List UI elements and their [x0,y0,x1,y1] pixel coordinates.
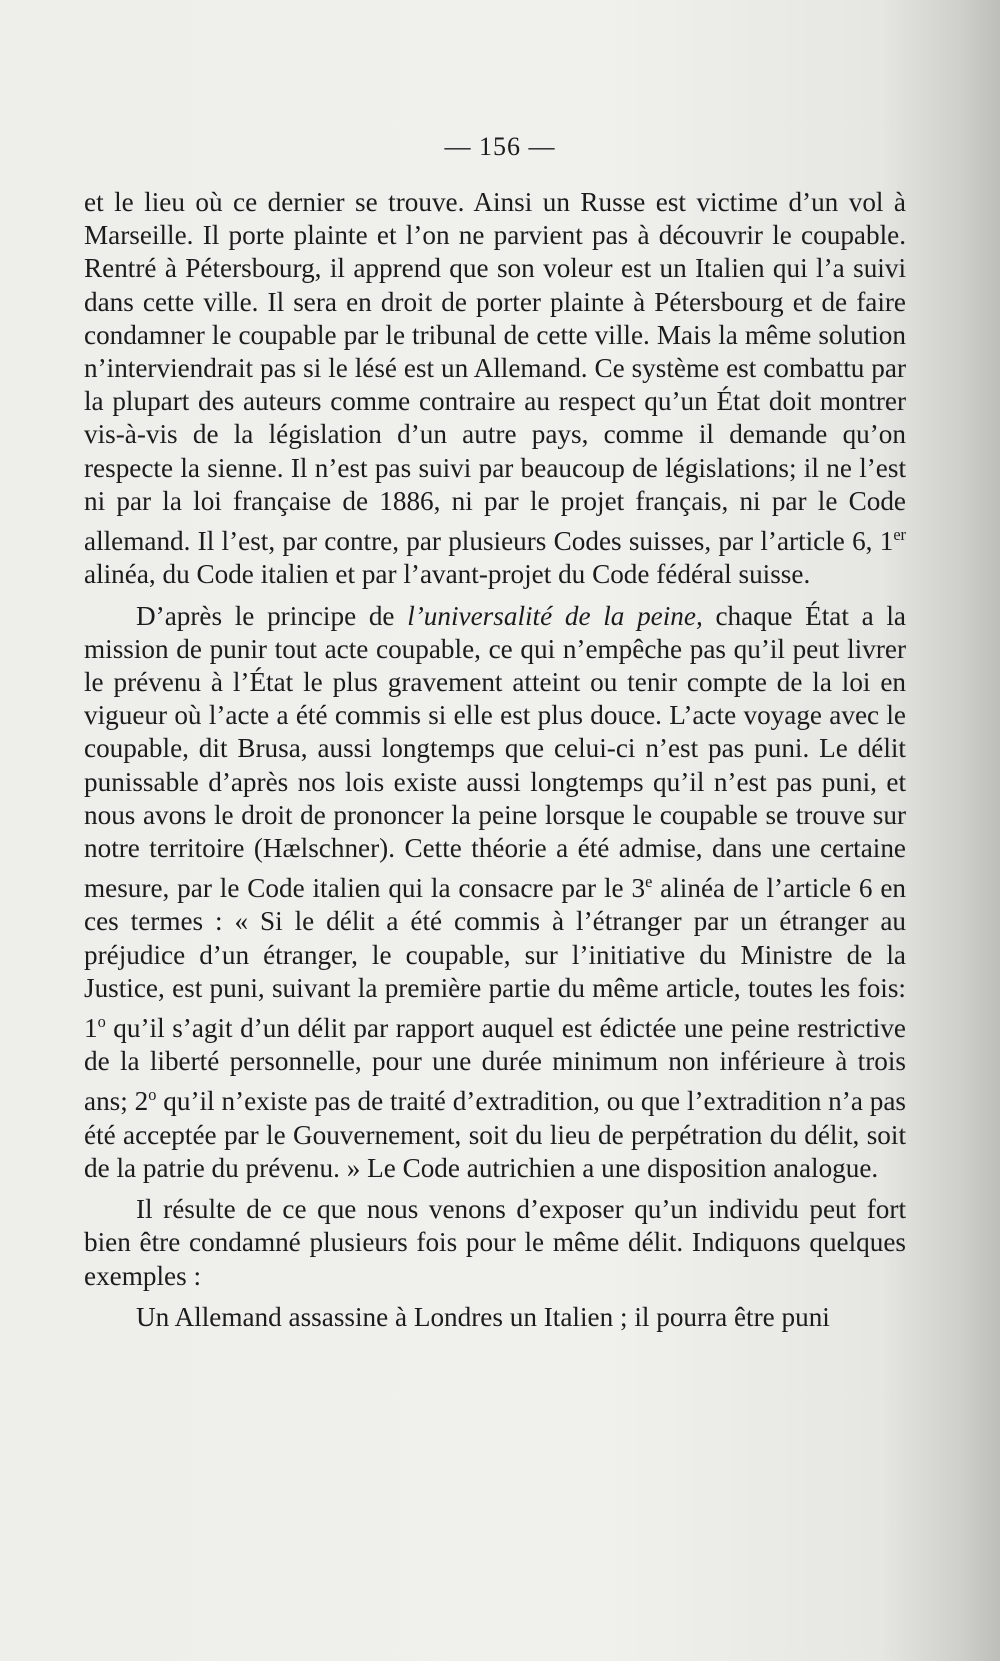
text-run: alinéa de l’article 6 en ces termes : « Si le délit a été commis à l’étranger par un étranger au préjudice d’un étranger, le coupable, sur l’initiative du Ministre de la Justice, est puni, suivant la première partie du même article, toutes les fois: 1 [84,873,907,1044]
text-run: qu’il n’existe pas de traité d’extradition, ou que l’extradition n’a pas été acceptée par le Gouvernement, soit du lieu de perpétration du délit, soit de la patrie du prévenu. » Le Code autrichien a une disposition analogue. [84,1086,906,1183]
paragraph [84,186,906,592]
paragraph [84,1301,906,1334]
text-run: alinéa, du Code italien et par l’avant-projet du Code fédéral suisse. [84,559,811,590]
superscript: e [645,872,653,892]
italic-phrase: l’universalité de la peine, [407,600,703,631]
paragraph [84,1193,906,1293]
superscript: er [893,525,906,545]
text-run: et le lieu où ce dernier se trouve. Ainsi un Russe est victime d’un vol à Marseille. Il porte plainte et l’on ne parvient pas à découvrir le coupable. Rentré à Pétersbourg, il apprend que son voleur est un Italien qui l’a suivi dans cette ville. Il sera en droit de porter plainte à Pétersbourg et de faire condamner le coupable par le tribunal de cette ville. Mais la même solution n’interviendrait pas si le lésé est un Allemand. Ce système est combattu par la plupart des auteurs comme contraire au respect qu’un État doit montrer vis-à-vis de la législation d’un autre pays, comme il demande qu’on respecte la sienne. Il n’est pas suivi par beaucoup de législations; il ne l’est ni par la loi française de 1886, ni par le projet français, ni par le Code allemand. Il l’est, par contre, par plusieurs Codes suisses, par l’article 6, 1 [84,187,906,557]
page-body-text [84,186,906,1334]
text-run: Il résulte de ce que nous venons d’exposer qu’un individu peut fort bien être condamné plusieurs fois pour le même délit. Indiquons quelques exemples : [84,1194,906,1291]
text-run: chaque État a la mission de punir tout acte coupable, ce qui n’empêche pas qu’il peut livrer le prévenu à l’État le plus gravement atteint ou tenir compte de la loi en vigueur où l’acte a été commis si elle est plus douce. L’acte voyage avec le coupable, dit Brusa, aussi longtemps que celui-ci n’est pas puni. Le délit punissable d’après nos lois existe aussi longtemps qu’il n’est pas puni, et nous avons le droit de prononcer la peine lorsque le coupable se trouve sur notre territoire (Hælschner). Cette théorie a été admise, dans une certaine mesure, par le Code italien qui la consacre par le 3 [84,600,906,904]
paragraph [84,600,906,1186]
page-number: — 156 — [444,132,556,161]
superscript: o [97,1012,106,1031]
text-run: qu’il s’agit d’un délit par rapport auquel est édictée une peine restrictive de la liberté personnelle, pour une durée minimum non inférieure à trois ans; 2 [84,1013,906,1117]
text-run: D’après le principe de [136,600,408,631]
text-run: Un Allemand assassine à Londres un Italien ; il pourra être puni [136,1301,830,1332]
superscript: o [148,1085,157,1105]
